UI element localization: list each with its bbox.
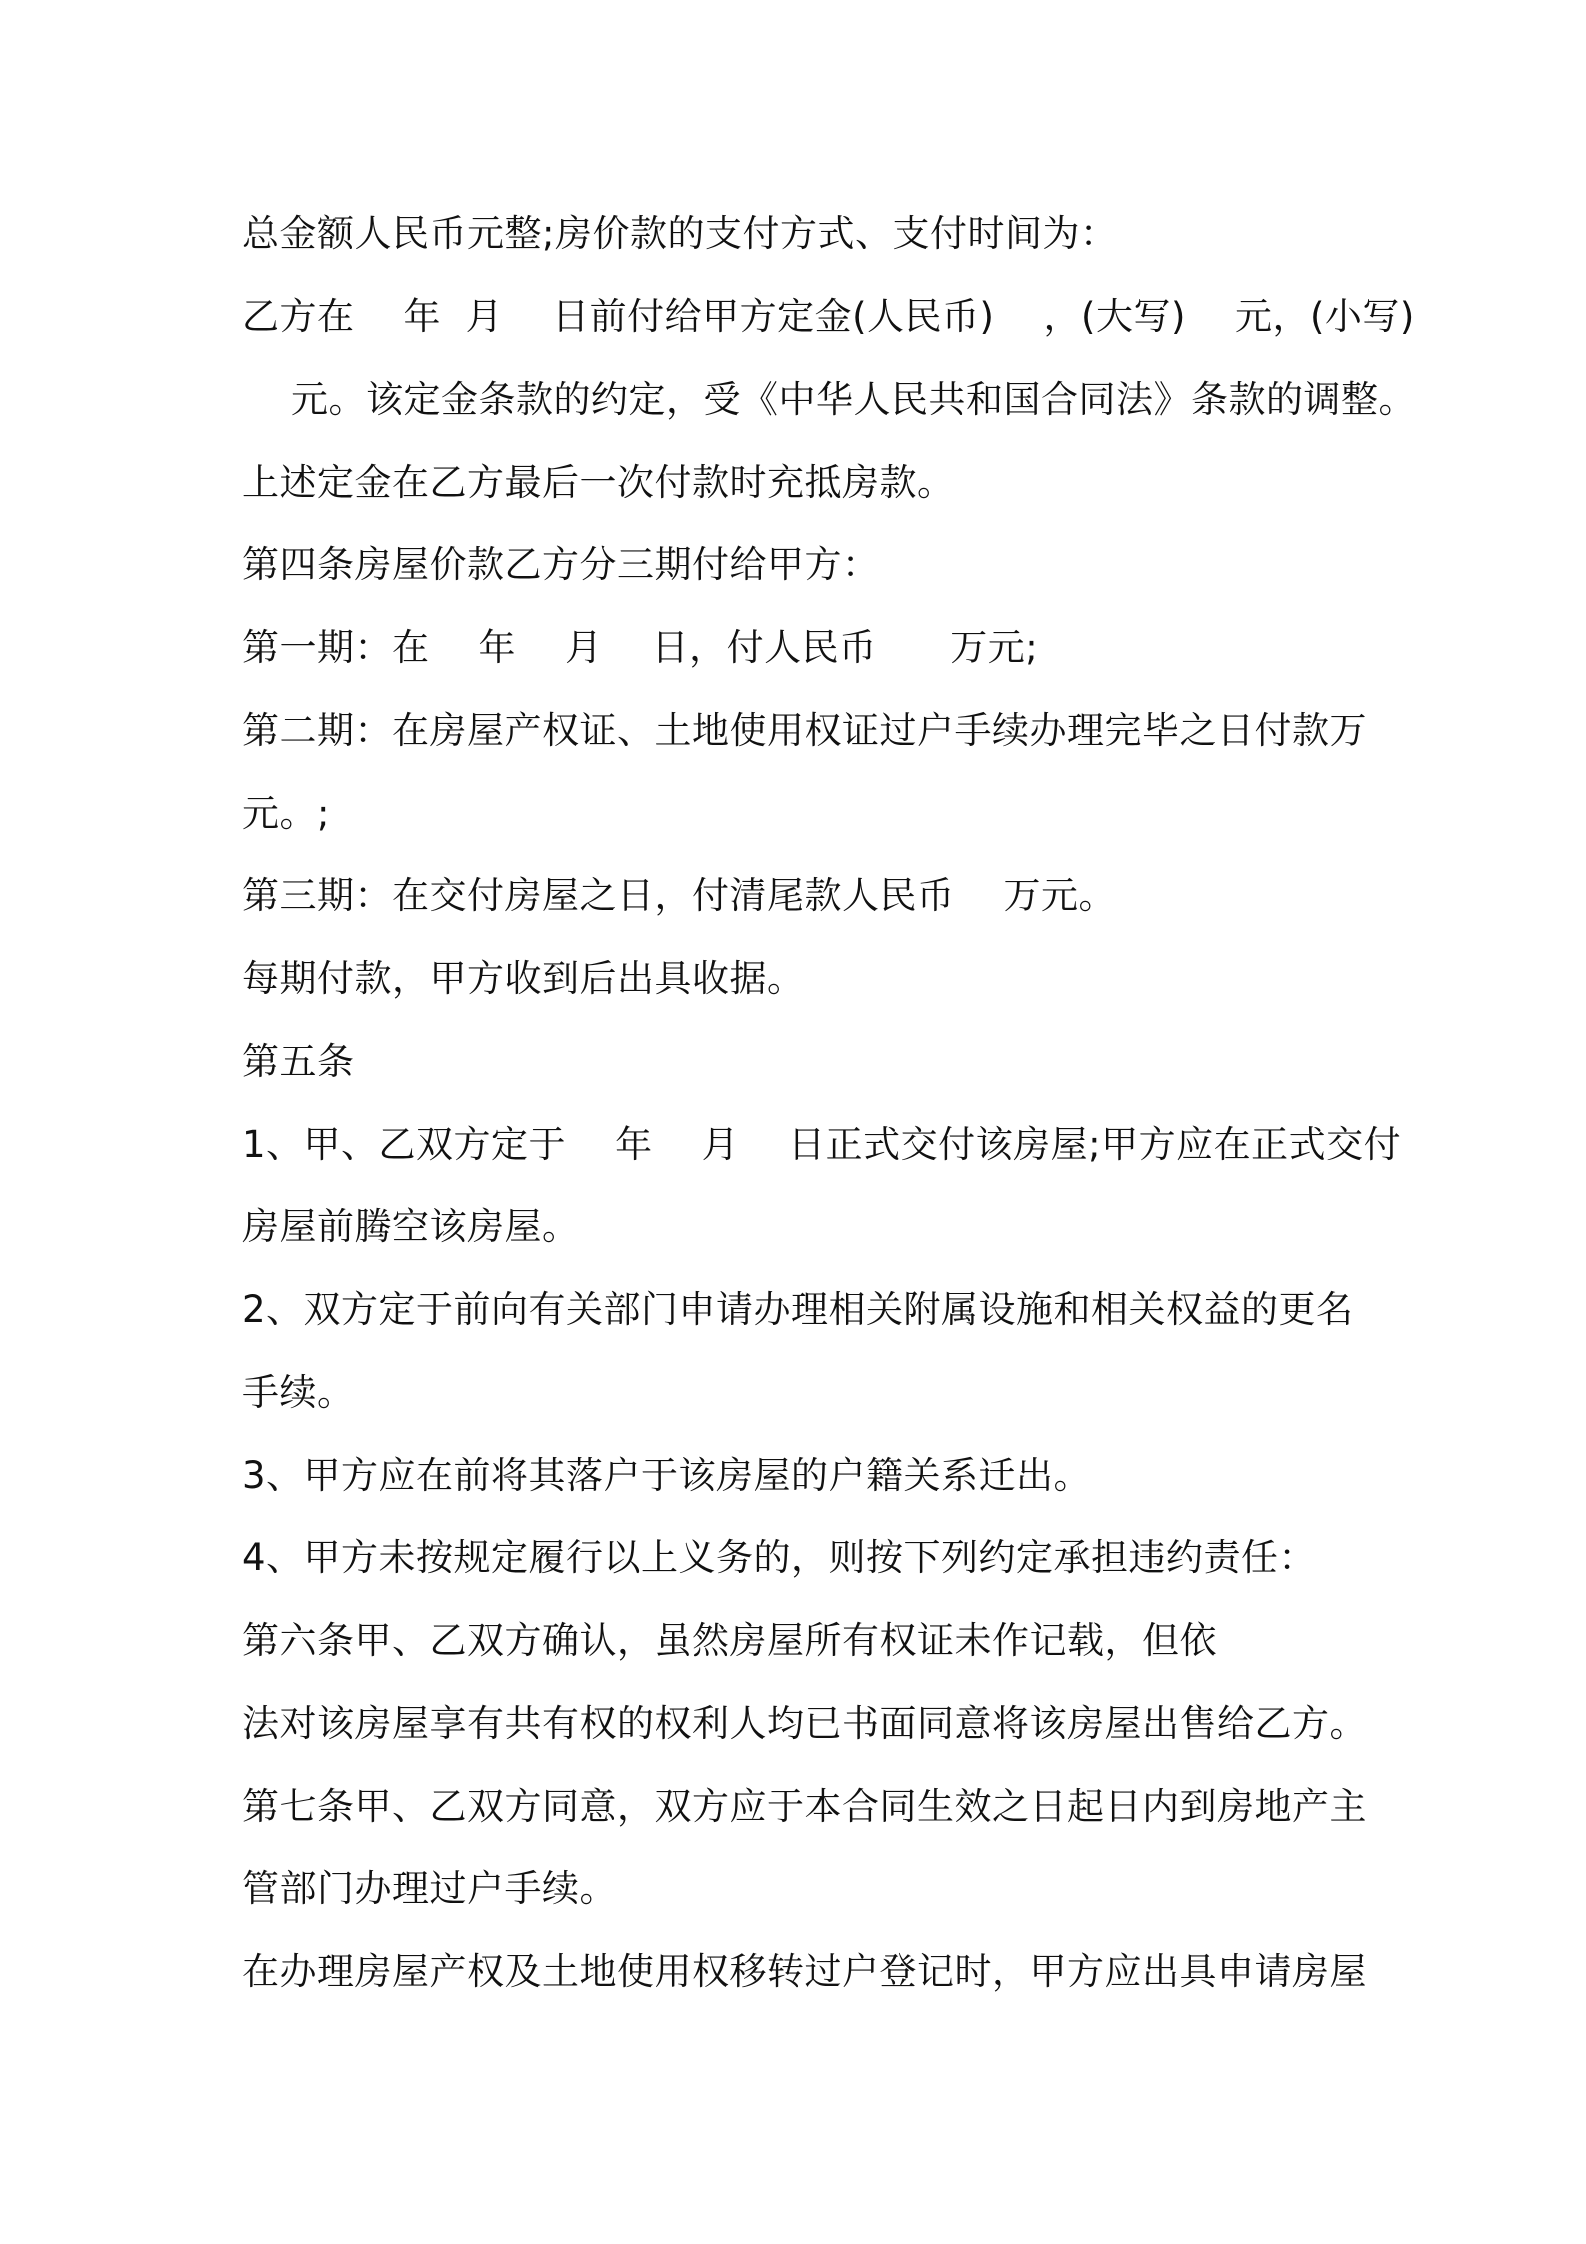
text-line-3: 元。该定金条款的约定，受《中华人民共和国合同法》条款的调整。 [242,378,1417,421]
text-line-5: 第四条房屋价款乙方分三期付给甲方： [242,543,880,586]
text-line-13: 房屋前腾空该房屋。 [242,1205,580,1248]
text-line-9: 第三期：在交付房屋之日，付清尾款人民币 万元。 [242,874,1117,917]
text-line-17: 4、甲方未按规定履行以上义务的，则按下列约定承担违约责任： [242,1536,1317,1579]
text-line-14: 2、双方定于前向有关部门申请办理相关附属设施和相关权益的更名 [242,1288,1354,1331]
text-line-15: 手续。 [242,1371,355,1414]
text-line-18: 第六条甲、乙双方确认，虽然房屋所有权证未作记载，但依 [242,1619,1217,1662]
text-line-21: 管部门办理过户手续。 [242,1867,617,1910]
text-line-7: 第二期：在房屋产权证、土地使用权证过户手续办理完毕之日付款万 [242,709,1367,752]
text-line-2: 乙方在 年 月 日前付给甲方定金(人民币) ，(大写) 元，(小写) [242,295,1415,338]
text-line-20: 第七条甲、乙双方同意，双方应于本合同生效之日起日内到房地产主 [242,1785,1367,1828]
text-line-12: 1、甲、乙双方定于 年 月 日正式交付该房屋;甲方应在正式交付 [242,1123,1402,1166]
text-line-16: 3、甲方应在前将其落户于该房屋的户籍关系迁出。 [242,1454,1092,1497]
text-line-11: 第五条 [242,1040,355,1083]
text-line-19: 法对该房屋享有共有权的权利人均已书面同意将该房屋出售给乙方。 [242,1702,1367,1745]
text-line-4: 上述定金在乙方最后一次付款时充抵房款。 [242,461,955,504]
text-line-22: 在办理房屋产权及土地使用权移转过户登记时，甲方应出具申请房屋 [242,1950,1367,1993]
text-line-6: 第一期：在 年 月 日，付人民币 万元; [242,626,1039,669]
text-line-10: 每期付款，甲方收到后出具收据。 [242,957,805,1000]
text-line-8: 元。; [242,792,330,835]
text-line-1: 总金额人民币元整;房价款的支付方式、支付时间为： [242,212,1118,255]
